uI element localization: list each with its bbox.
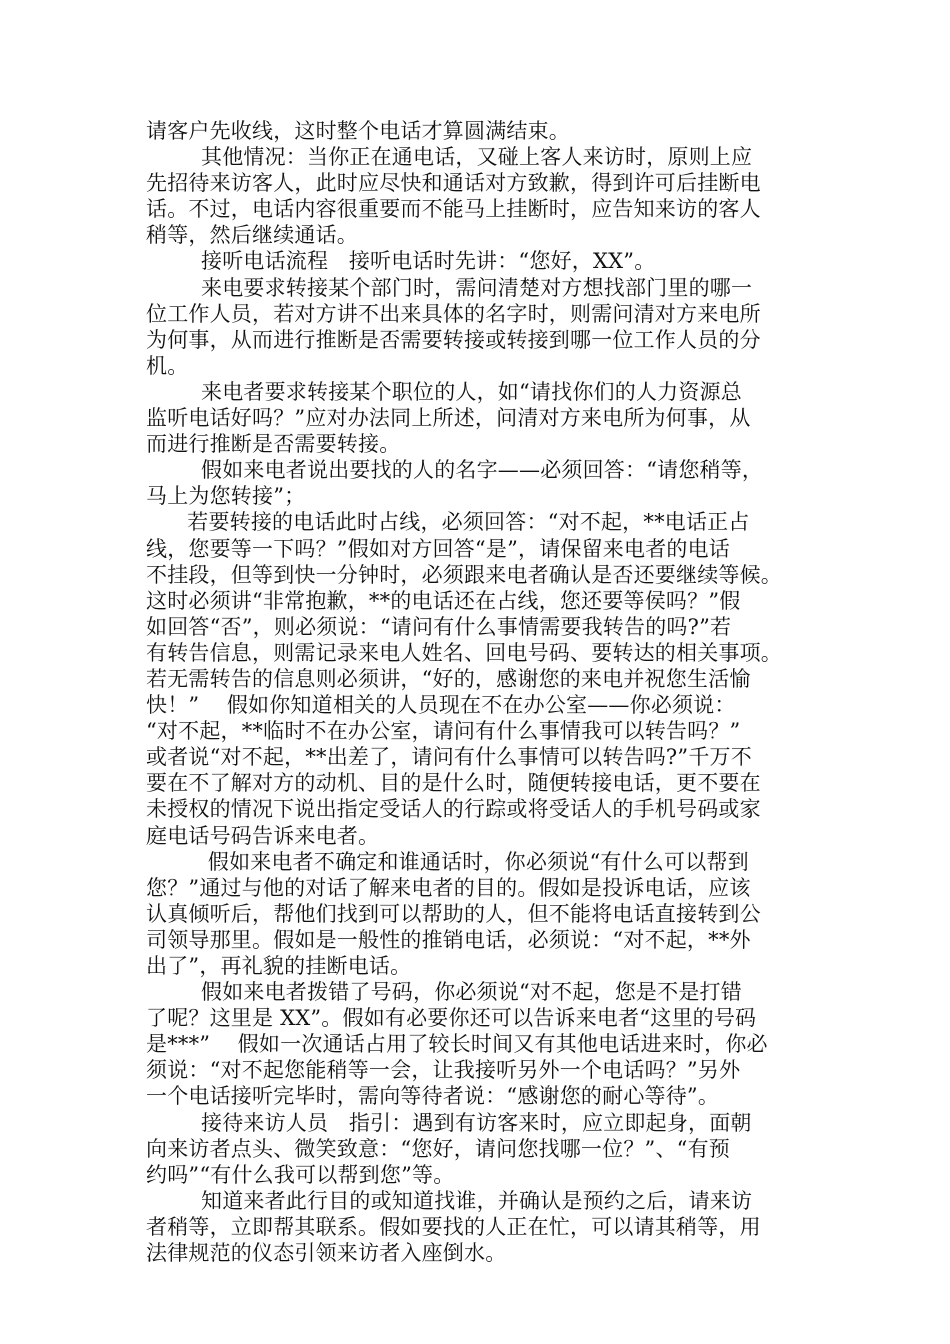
- text-line: 有转告信息，则需记录来电人姓名、回电号码、要转达的相关事项。: [146, 640, 782, 665]
- text-line: 来电要求转接某个部门时，需问清楚对方想找部门里的哪一: [146, 275, 753, 300]
- text-line: 或者说“对不起，**出差了，请问有什么事情可以转告吗?”千万不: [146, 745, 752, 770]
- text-line: 约吗”“有什么我可以帮到您”等。: [146, 1162, 455, 1187]
- text-line: 稍等，然后继续通话。: [146, 223, 358, 248]
- text-line: 者稍等，立即帮其联系。假如要找的人正在忙，可以请其稍等，用: [146, 1214, 761, 1239]
- text-line: 要在不了解对方的动机、目的是什么时，随便转接电话，更不要在: [146, 771, 761, 796]
- text-line: 话。不过，电话内容很重要而不能马上挂断时，应告知来访的客人: [146, 197, 761, 222]
- text-line: 未授权的情况下说出指定受话人的行踪或将受话人的手机号码或家: [146, 797, 761, 822]
- text-line: 假如来电者说出要找的人的名字——必须回答：“请您稍等，: [146, 458, 764, 483]
- text-line: 是***” 假如一次通话占用了较长时间又有其他电话进来时，你必: [146, 1032, 768, 1057]
- text-line: 请客户先收线，这时整个电话才算圆满结束。: [146, 119, 570, 143]
- text-line: 了呢？这里是 XX”。假如有必要你还可以告诉来电者“这里的号码: [146, 1006, 757, 1031]
- text-line: 若要转接的电话此时占线，必须回答：“对不起，**电话正占: [146, 510, 750, 535]
- text-line: 司领导那里。假如是一般性的推销电话，必须说：“对不起，**外: [146, 927, 751, 952]
- text-line: 而进行推断是否需要转接。: [146, 432, 401, 457]
- text-line: 如回答“否”，则必须说：“请问有什么事情需要我转告的吗?”若: [146, 614, 732, 639]
- text-line: 须说：“对不起您能稍等一会，让我接听另外一个电话吗？”另外: [146, 1058, 741, 1083]
- text-line: 出了”，再礼貌的挂断电话。: [146, 954, 412, 978]
- text-line: 向来访者点头、微笑致意：“您好，请问您找哪一位？”、“有预: [146, 1136, 731, 1161]
- text-line: 一个电话接听完毕时，需向等待者说：“感谢您的耐心等待”。: [146, 1084, 720, 1109]
- text-line: 先招待来访客人，此时应尽快和通话对方致歉，得到许可后挂断电: [146, 171, 761, 196]
- text-line: 接待来访人员 指引：遇到有访客来时，应立即起身，面朝: [146, 1110, 752, 1135]
- text-line: 来电者要求转接某个职位的人，如“请找你们的人力资源总: [146, 379, 742, 404]
- text-line: 接听电话流程 接听电话时先讲：“您好，XX”。: [146, 249, 656, 274]
- text-line: 马上为您转接”；: [146, 484, 306, 509]
- text-line: 假如来电者拨错了号码，你必须说“对不起，您是不是打错: [146, 980, 742, 1005]
- text-line: 快！” 假如你知道相关的人员现在不在办公室——你必须说：: [146, 693, 736, 718]
- text-line: 庭电话号码告诉来电者。: [146, 823, 380, 848]
- text-line: 您？”通过与他的对话了解来电者的目的。假如是投诉电话，应该: [146, 875, 751, 900]
- text-line: 若无需转告的信息则必须讲，“好的，感谢您的来电并祝您生活愉: [146, 666, 751, 691]
- text-line: 为何事，从而进行推断是否需要转接或转接到哪一位工作人员的分: [146, 327, 761, 352]
- text-line: “对不起，**临时不在办公室，请问有什么事情我可以转告吗？”: [146, 719, 741, 744]
- text-line: 监听电话好吗？”应对办法同上所述，问清对方来电所为何事，从: [146, 406, 751, 431]
- text-line: 位工作人员，若对方讲不出来具体的名字时，则需问清对方来电所: [146, 301, 761, 326]
- body-text: [146, 118, 806, 1266]
- text-line: 线，您要等一下吗？”假如对方回答“是”，请保留来电者的电话: [146, 536, 731, 561]
- text-line: 认真倾听后，帮他们找到可以帮助的人，但不能将电话直接转到公: [146, 901, 761, 926]
- text-line: 知道来者此行目的或知道找谁，并确认是预约之后，请来访: [146, 1188, 753, 1213]
- text-line: 其他情况：当你正在通电话，又碰上客人来访时，原则上应: [146, 145, 753, 170]
- text-line: 机。: [146, 353, 189, 378]
- text-line: 这时必须讲“非常抱歉，**的电话还在占线，您还要等侯吗？”假: [146, 588, 741, 613]
- text-line: 假如来电者不确定和谁通话时，你必须说“有什么可以帮到: [146, 849, 749, 874]
- text-line: 不挂段，但等到快一分钟时，必须跟来电者确认是否还要继续等候。: [146, 562, 782, 587]
- text-line: 法律规范的仪态引领来访者入座倒水。: [146, 1241, 507, 1266]
